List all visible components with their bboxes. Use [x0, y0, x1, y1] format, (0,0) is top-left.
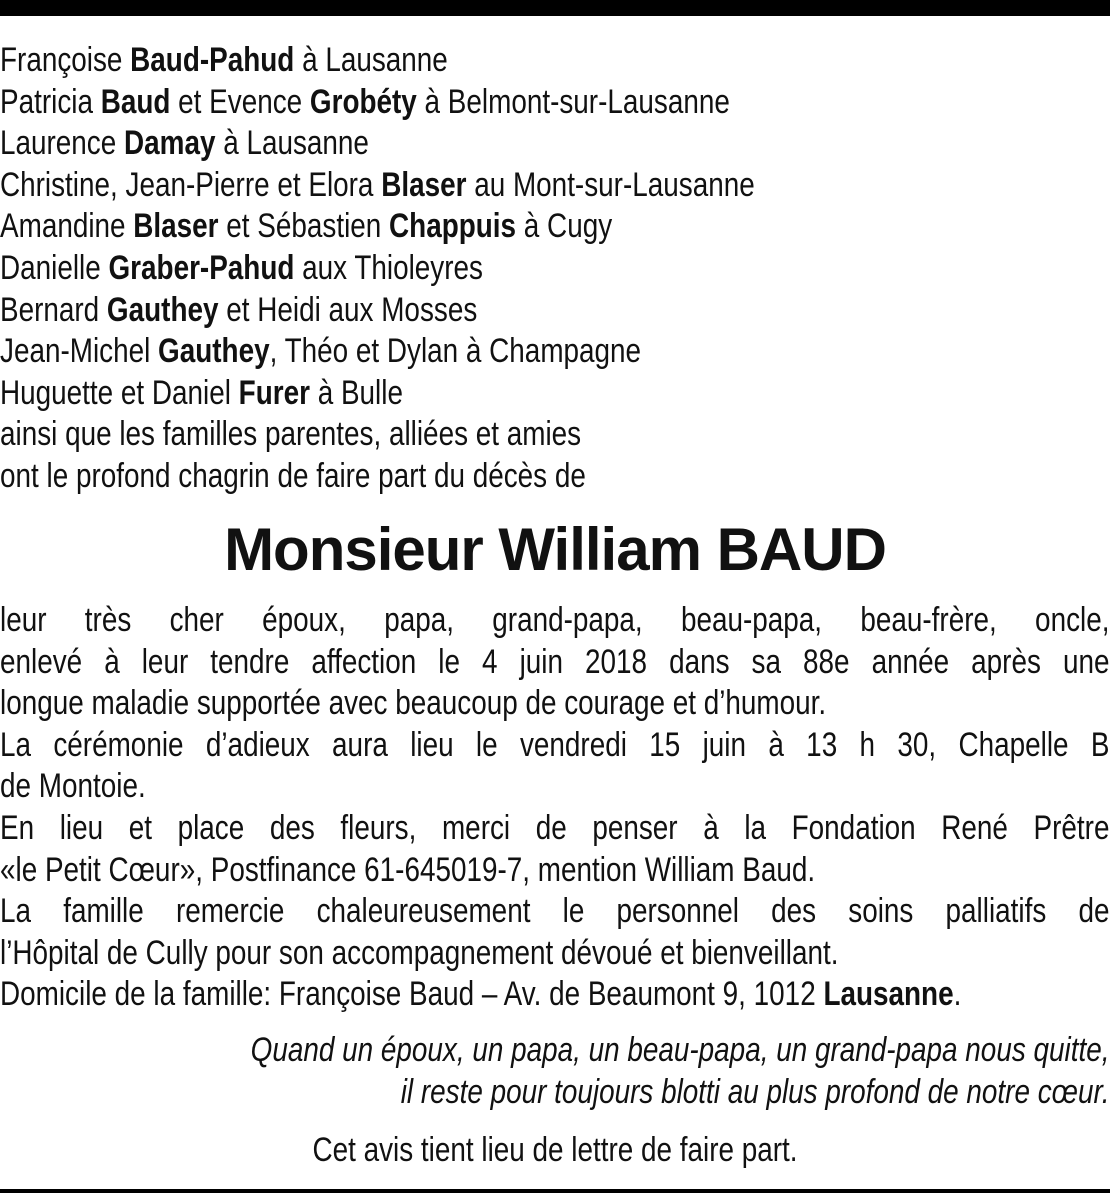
family-text: Danielle [0, 248, 109, 287]
quote-line-1: Quand un époux, un papa, un beau-papa, un grand-papa nous quitte, [250, 1031, 1110, 1069]
family-surname: Blaser [381, 165, 467, 204]
family-text: à Lausanne [215, 124, 369, 163]
family-text: à Lausanne [294, 41, 448, 79]
body-line: de Montoie. [0, 767, 146, 806]
family-text: et Evence [170, 82, 310, 121]
family-surname: Furer [238, 373, 310, 412]
family-text: aux Thioleyres [294, 248, 483, 287]
body-line: «le Petit Cœur», Postfinance 61-645019-7, mention William Baud. [0, 850, 816, 889]
domicile-city: Lausanne [823, 975, 954, 1014]
family-text: et Heidi aux Mosses [218, 290, 478, 329]
top-rule [0, 0, 1110, 16]
family-line [0, 165, 1109, 207]
family-text: Christine, Jean-Pierre et Elora [0, 165, 382, 204]
family-text: , Théo et Dylan à Champagne [269, 332, 642, 371]
family-line [0, 456, 1109, 498]
family-line [0, 123, 1109, 165]
obituary-notice [0, 40, 1110, 498]
notice-body [0, 600, 1109, 1016]
family-line [0, 331, 1109, 373]
family-text: à Belmont-sur-Lausanne [416, 82, 730, 121]
family-text: Laurence [0, 124, 125, 163]
family-surname: Baud-Pahud [130, 41, 295, 79]
family-text: Bernard [0, 290, 107, 329]
family-surname: Graber-Pahud [108, 248, 295, 287]
family-surname: Baud [100, 82, 171, 121]
family-line [0, 40, 1109, 82]
family-text: Jean-Michel [0, 332, 159, 371]
deceased-name: Monsieur William BAUD [224, 516, 886, 583]
closing-statement: Cet avis tient lieu de lettre de faire part. [312, 1131, 798, 1169]
family-line [0, 82, 1109, 124]
body-line: enlevé à leur tendre affection le 4 juin 2018 dans sa 88e année après une [0, 642, 1110, 681]
family-surname: Grobéty [309, 82, 417, 121]
family-text: ont le profond chagrin de faire part du décès de [0, 456, 586, 495]
family-text: Amandine [0, 207, 134, 246]
family-text: ainsi que les familles parentes, alliées et amies [0, 415, 582, 454]
family-text: Patricia [0, 82, 101, 121]
family-line [0, 248, 1109, 290]
domicile-address: Domicile de la famille: Françoise Baud – Av. de Beaumont 9, 1012 [0, 975, 824, 1014]
family-line [0, 206, 1109, 248]
body-line: l’Hôpital de Cully pour son accompagnement dévoué et bienveillant. [0, 933, 839, 972]
family-text: au Mont-sur-Lausanne [466, 165, 755, 204]
family-text: à Cugy [516, 207, 613, 246]
memorial-quote [0, 1030, 1109, 1113]
family-line [0, 290, 1109, 332]
family-text: Françoise [0, 41, 131, 79]
bottom-rule [0, 1189, 1110, 1193]
family-list [0, 40, 1109, 498]
body-line: La famille remercie chaleureusement le personnel des soins palliatifs de [0, 892, 1110, 931]
domicile-suffix: . [953, 975, 962, 1014]
family-surname: Blaser [133, 207, 219, 246]
family-text: et Sébastien [218, 207, 390, 246]
body-line: longue maladie supportée avec beaucoup de courage et d’humour. [0, 684, 827, 723]
family-surname: Chappuis [389, 207, 517, 246]
family-domicile [0, 974, 1109, 1016]
body-line: leur très cher époux, papa, grand-papa, beau-papa, beau-frère, oncle, [0, 601, 1110, 639]
family-surname: Gauthey [106, 290, 219, 329]
quote-line-2: il reste pour toujours blotti au plus profond de notre cœur. [400, 1072, 1110, 1111]
family-surname: Gauthey [158, 332, 270, 371]
body-line: La cérémonie d’adieux aura lieu le vendredi 15 juin à 13 h 30, Chapelle B [0, 725, 1110, 764]
family-text: à Bulle [309, 373, 403, 412]
body-line: En lieu et place des fleurs, merci de penser à la Fondation René Prêtre [0, 808, 1110, 847]
family-line [0, 414, 1109, 456]
family-text: Huguette et Daniel [0, 373, 239, 412]
family-line [0, 373, 1109, 415]
family-surname: Damay [124, 124, 216, 163]
